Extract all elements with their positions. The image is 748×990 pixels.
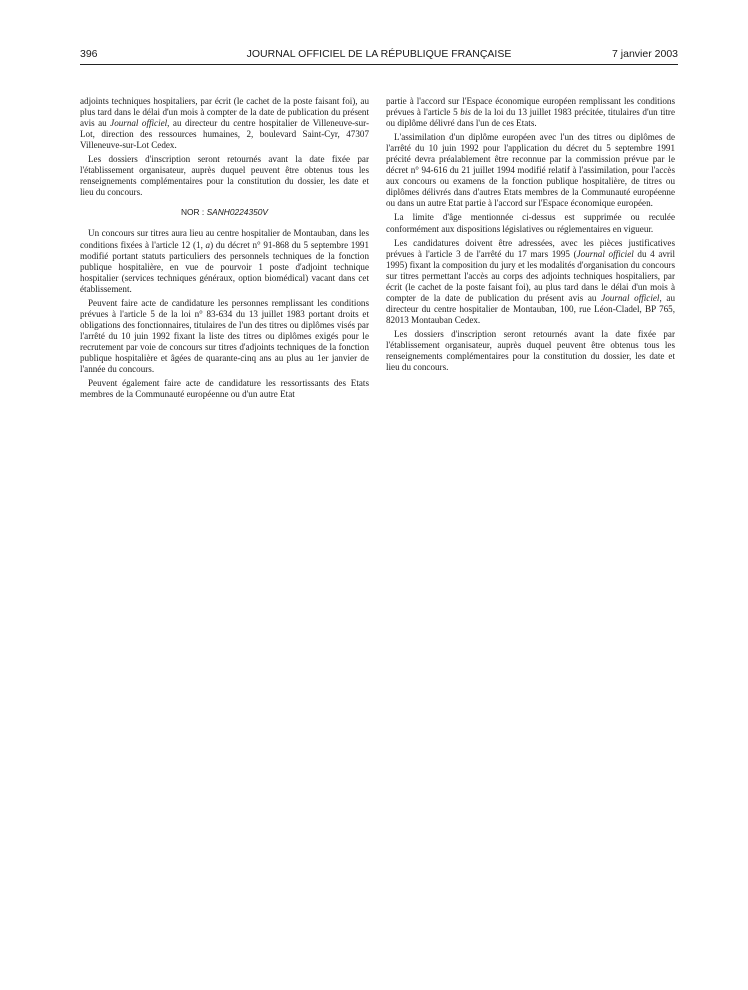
page-number: 396 — [80, 48, 98, 60]
paragraph: partie à l'accord sur l'Espace économique européen remplissant les conditions prévues à l'article 5 bis de la loi du 13 juillet 1983 précitée, titulaires d'un titre ou diplôme délivré dans l'un de ces Etats. — [386, 96, 675, 129]
left-column — [80, 96, 369, 403]
issue-date: 7 janvier 2003 — [612, 48, 678, 60]
paragraph: adjoints techniques hospitaliers, par écrit (le cachet de la poste faisant foi), au plus tard dans le délai d'un mois à compter de la date de publication du présent avis au Journal officiel, au directeur du centre hospitalier de Villeneuve-sur-Lot, direction des ressources humaines, 2, boulevard Saint-Cyr, 47307 Villeneuve-sur-Lot Cedex. — [80, 96, 370, 151]
paragraph: Peuvent faire acte de candidature les personnes remplissant les conditions prévues à l'article 5 de la loi n° 83-634 du 13 juillet 1983 portant droits et obligations des fonctionnaires, titulaires de l'un des titres ou diplômes visés par l'arrêté du 10 juin 1992 fixant la liste des titres ou diplômes exigés pour le recrutement par voie de concours sur titres d'adjoints techniques de la fonction publique hospitalière et âgées de quarante-cinq ans au plus au 1er janvier de l'année du concours. — [80, 297, 369, 375]
paragraph: Un concours sur titres aura lieu au centre hospitalier de Montauban, dans les conditions fixées à l'article 12 (1, a) du décret n° 91-868 du 5 septembre 1991 modifié portant statuts particuliers des personnels techniques de la fonction publique hospitalière, en vue de pourvoir 1 poste d'adjoint technique hospitalier (services techniques généraux, option biomédical) vacant dans cet établissement. — [80, 228, 369, 294]
paragraph: L'assimilation d'un diplôme européen avec l'un des titres ou diplômes de l'arrêté du 10 juin 1992 pour l'application du décret du 5 septembre 1991 précité devra préalablement être reconnue par la commission prévue par le décret n° 94-616 du 21 juillet 1994 modifié relatif à l'assimilation, pour l'accès aux concours ou examens de la fonction publique hospitalière, de titres ou diplômes délivrés dans d'autres Etats membres de la Communauté européenne ou dans un autre Etat partie à l'accord sur l'Espace économique européen. — [386, 132, 675, 209]
journal-title: JOURNAL OFFICIEL DE LA RÉPUBLIQUE FRANÇAISE — [246, 48, 512, 60]
paragraph: Les dossiers d'inscription seront retournés avant la date fixée par l'établissement organisateur, auprès duquel peuvent être obtenus tous les renseignements complémentaires pour la constitution du dossier, les date et lieu du concours. — [80, 154, 369, 198]
paragraph: Peuvent également faire acte de candidature les ressortissants des Etats membres de la Communauté européenne ou d'un autre Etat — [80, 378, 369, 400]
header-rule — [80, 64, 678, 65]
paragraph: Les dossiers d'inscription seront retournés avant la date fixée par l'établissement organisateur, auprès duquel peuvent être obtenus tous les renseignements complémentaires pour la constitution du dossier, les date et lieu du concours. — [386, 328, 675, 373]
right-column — [386, 96, 675, 376]
paragraph: Les candidatures doivent être adressées, avec les pièces justificatives prévues à l'article 3 de l'arrêté du 17 mars 1995 (Journal officiel du 4 avril 1995) fixant la composition du jury et les modalités d'organisation du concours sur titres permettant l'accès au corps des adjoints techniques hospitaliers, par écrit (le cachet de la poste faisant foi), au plus tard dans le délai d'un mois à compter de la date de publication du présent avis au Journal officiel, au directeur du centre hospitalier de Montauban, 100, rue Léon-Cladel, BP 765, 82013 Montauban Cedex. — [386, 237, 675, 325]
paragraph: La limite d'âge mentionnée ci-dessus est supprimée ou reculée conformément aux dispositions législatives ou réglementaires en vigueur. — [386, 212, 675, 234]
nor-reference: NOR : SANH0224350V — [180, 207, 269, 218]
